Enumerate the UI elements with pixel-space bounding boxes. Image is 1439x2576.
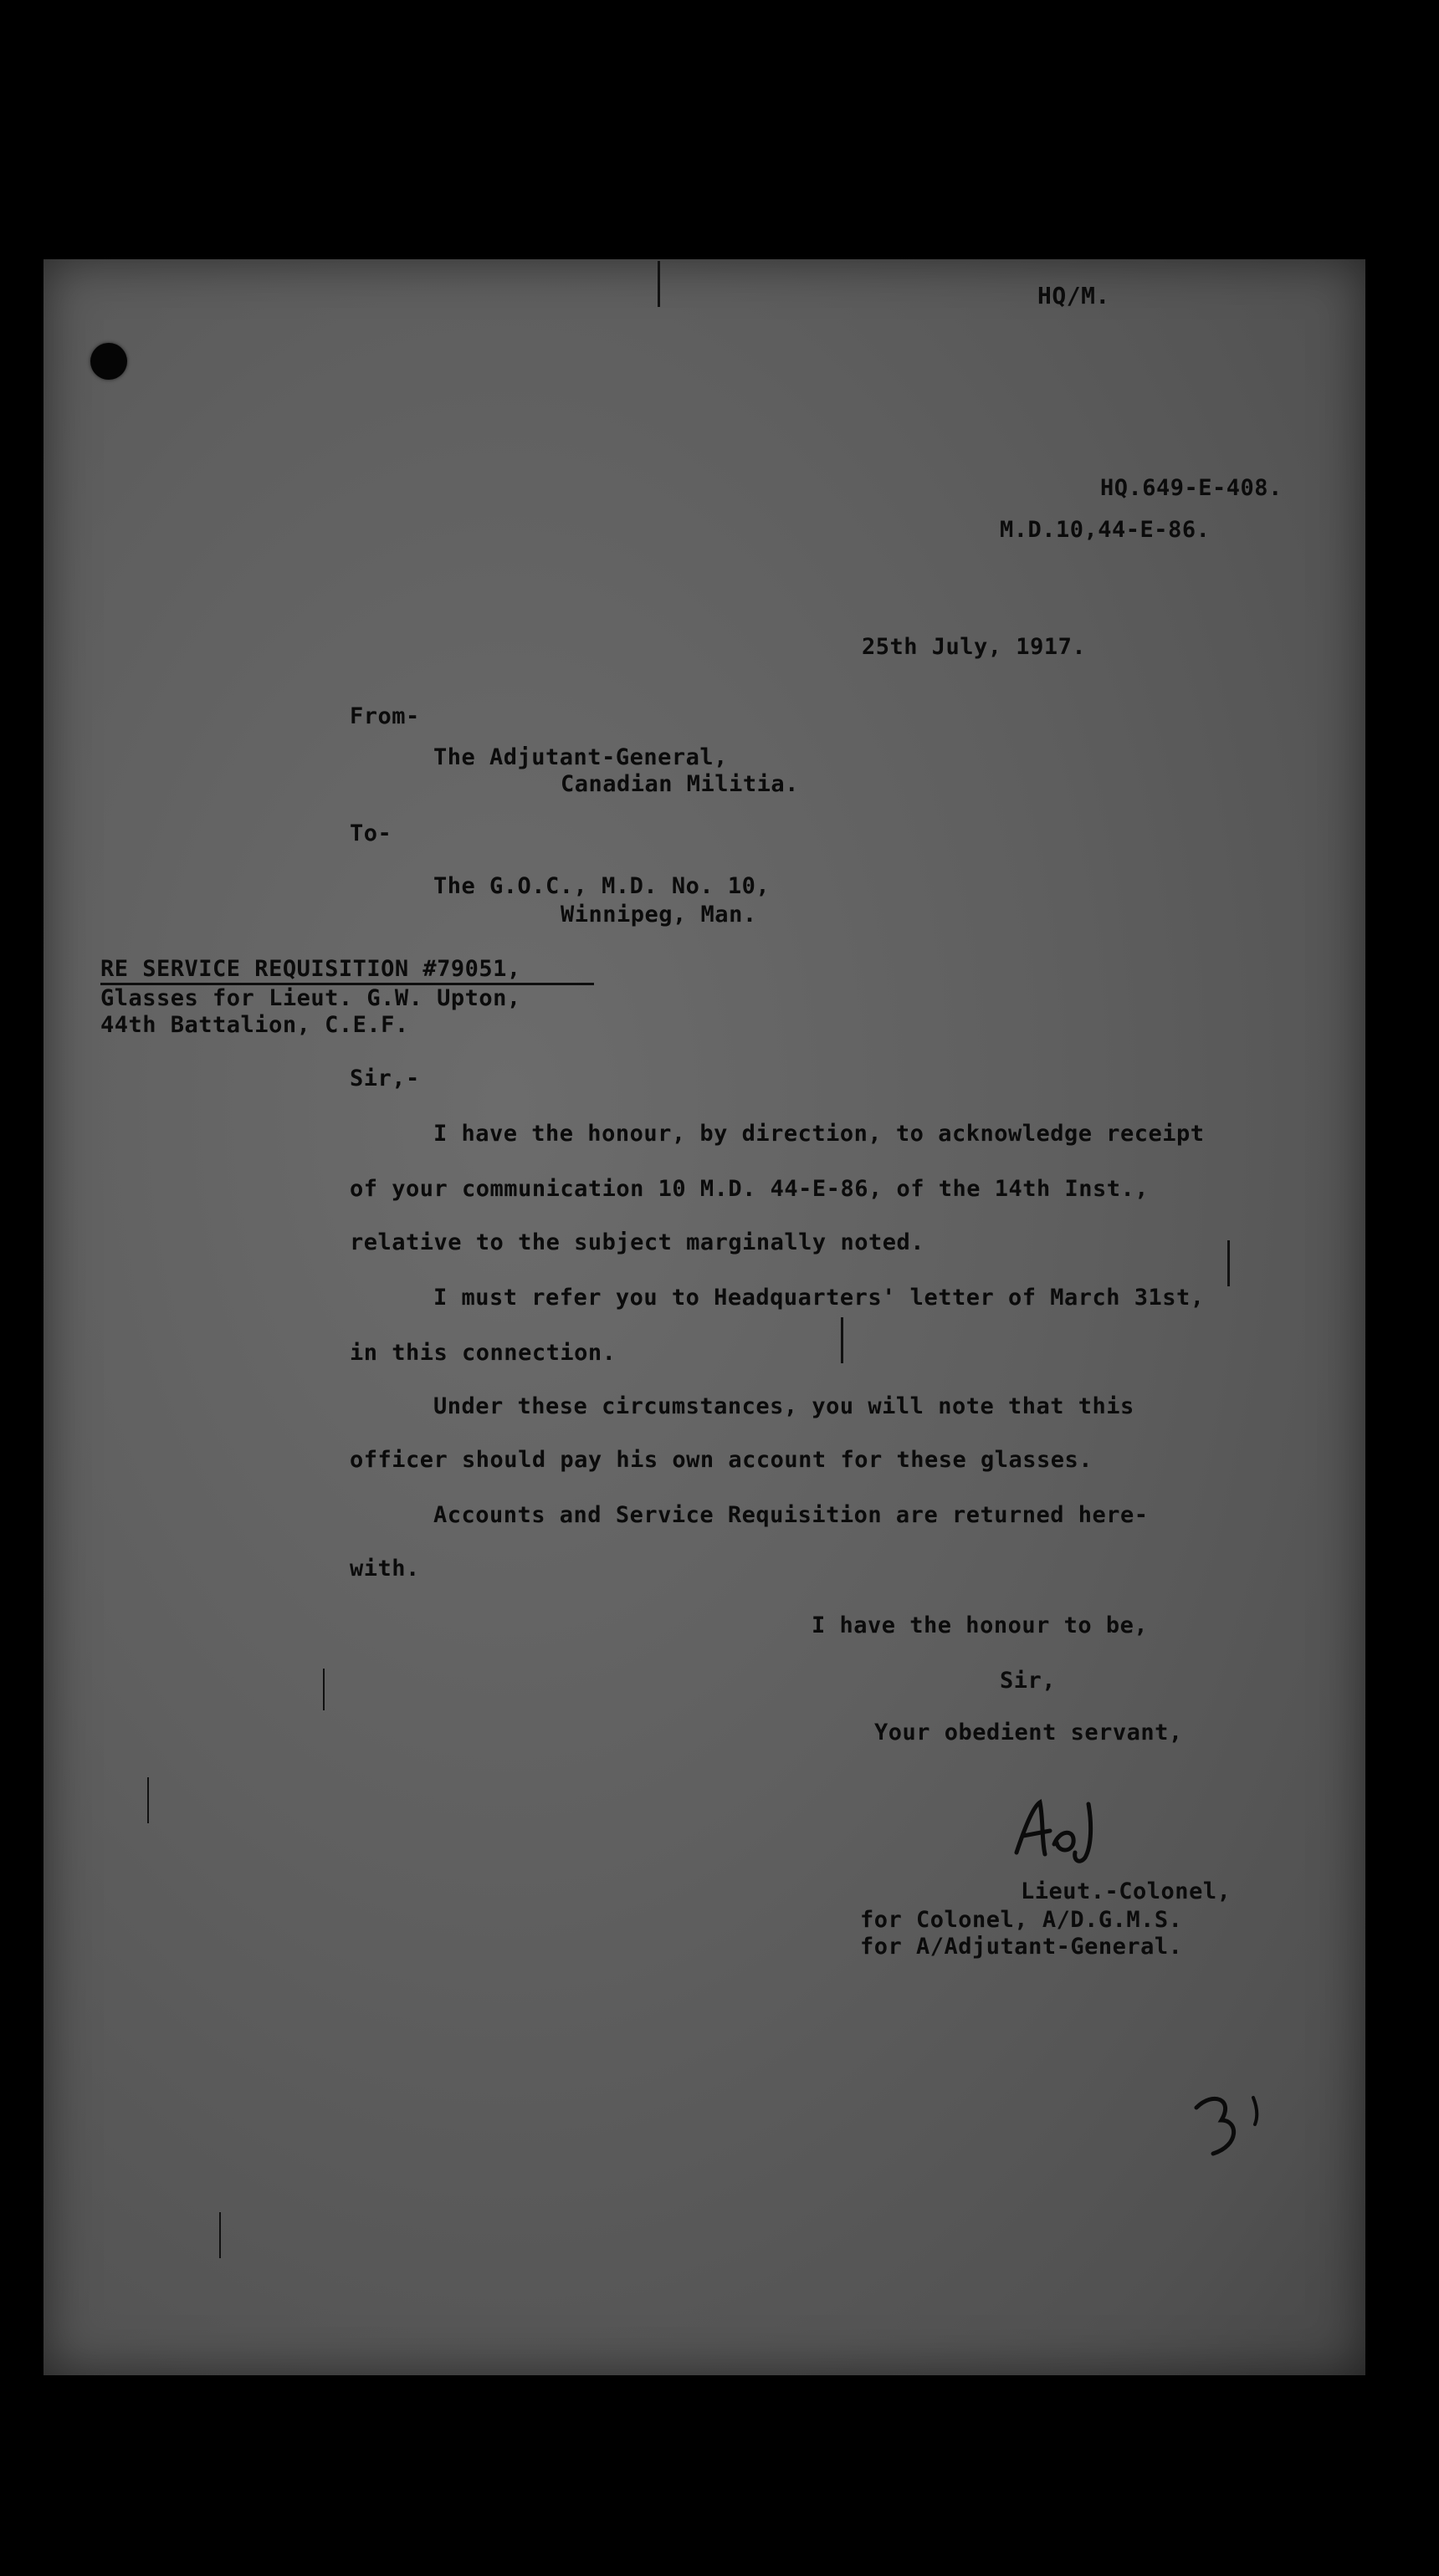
stray-mark <box>658 261 660 307</box>
stray-mark <box>219 2212 221 2258</box>
closing-line-1: I have the honour to be, <box>812 1613 1149 1638</box>
paragraph-4-line-1: Accounts and Service Requisition are returned here- <box>433 1502 1149 1528</box>
paragraph-3-line-2: officer should pay his own account for these glasses. <box>350 1447 1093 1473</box>
corner-mark: HQ/M. <box>1037 282 1110 309</box>
paragraph-4-line-2: with. <box>350 1556 420 1582</box>
paragraph-2-line-2: in this connection. <box>350 1340 617 1366</box>
salutation: Sir,- <box>350 1066 420 1091</box>
closing-line-2: Sir, <box>1000 1668 1057 1694</box>
from-label: From- <box>350 703 420 729</box>
subject-line-1: RE SERVICE REQUISITION #79051, <box>100 956 521 982</box>
from-line-2: Canadian Militia. <box>561 771 799 797</box>
subject-line-3: 44th Battalion, C.E.F. <box>100 1012 409 1038</box>
document-sheet <box>44 259 1365 2375</box>
signature-line-1: Lieut.-Colonel, <box>1021 1878 1232 1904</box>
paragraph-2-line-1: I must refer you to Headquarters' letter of March 31st, <box>433 1285 1205 1311</box>
signature-line-3: for A/Adjutant-General. <box>860 1934 1183 1960</box>
paragraph-1-line-1: I have the honour, by direction, to acknowledge receipt <box>433 1121 1205 1147</box>
reference-hq: HQ.649-E-408. <box>1100 475 1283 501</box>
signature-initials-icon <box>1008 1794 1125 1869</box>
closing-line-3: Your obedient servant, <box>874 1720 1183 1745</box>
subject-line-2: Glasses for Lieut. G.W. Upton, <box>100 985 521 1011</box>
signature-line-2: for Colonel, A/D.G.M.S. <box>860 1907 1183 1933</box>
to-line-2: Winnipeg, Man. <box>561 902 757 928</box>
paragraph-1-line-2: of your communication 10 M.D. 44-E-86, of the 14th Inst., <box>350 1176 1150 1202</box>
punch-hole <box>90 343 127 380</box>
letter-date: 25th July, 1917. <box>862 634 1087 660</box>
stray-mark <box>1227 1240 1230 1286</box>
paragraph-3-line-1: Under these circumstances, you will note that this <box>433 1393 1134 1419</box>
stray-mark <box>841 1317 843 1363</box>
stray-mark <box>147 1777 149 1823</box>
from-line-1: The Adjutant-General, <box>433 744 728 770</box>
handwritten-page-number-icon <box>1188 2083 1288 2175</box>
to-line-1: The G.O.C., M.D. No. 10, <box>433 873 771 899</box>
reference-md: M.D.10,44-E-86. <box>1000 517 1211 543</box>
paragraph-1-line-3: relative to the subject marginally noted. <box>350 1229 924 1255</box>
to-label: To- <box>350 820 392 846</box>
stray-mark <box>323 1669 325 1710</box>
